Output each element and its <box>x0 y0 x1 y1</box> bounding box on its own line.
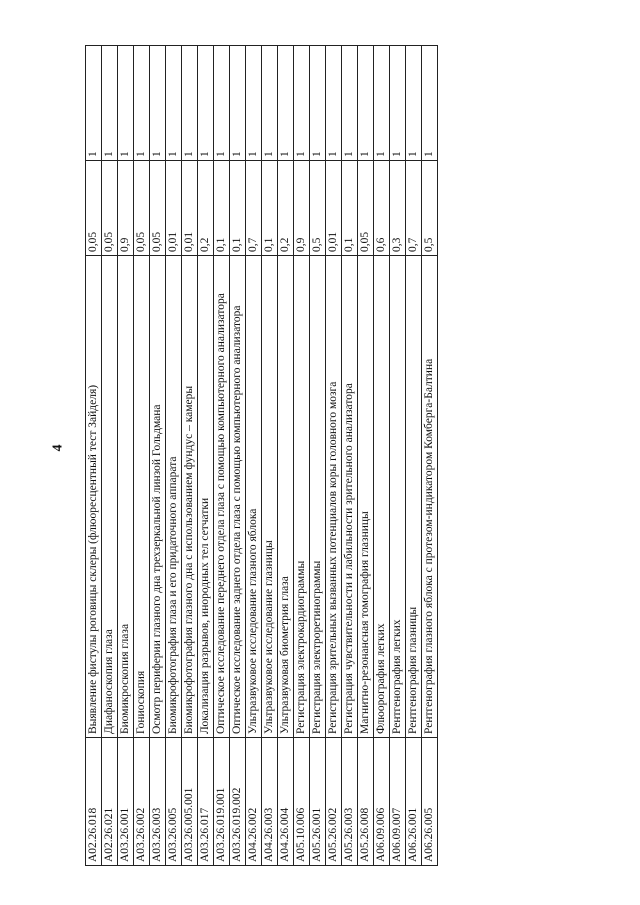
frequency-cell: 0,3 <box>390 161 406 256</box>
multiplicity-cell: 1 <box>374 46 390 161</box>
multiplicity-cell: 1 <box>86 46 102 161</box>
frequency-cell: 0,7 <box>406 161 422 256</box>
service-code-cell: A03.26.003 <box>150 738 166 866</box>
rotated-table-container <box>85 46 600 866</box>
multiplicity-cell: 1 <box>166 46 182 161</box>
service-name-cell: Локализация разрывов, инородных тел сетчатки <box>198 256 214 738</box>
table-row <box>294 46 310 866</box>
table-row <box>182 46 198 866</box>
frequency-cell: 0,05 <box>358 161 374 256</box>
table-row <box>166 46 182 866</box>
service-code-cell: A05.26.003 <box>342 738 358 866</box>
table-row <box>422 46 438 866</box>
service-name-cell: Биомикрофотография глаза и его придаточного аппарата <box>166 256 182 738</box>
table-row <box>278 46 294 866</box>
table-row <box>86 46 102 866</box>
table-row <box>118 46 134 866</box>
service-code-cell: A03.26.001 <box>118 738 134 866</box>
multiplicity-cell: 1 <box>182 46 198 161</box>
service-code-cell: A03.26.017 <box>198 738 214 866</box>
service-name-cell: Регистрация зрительных вызванных потенциалов коры головного мозга <box>326 256 342 738</box>
frequency-cell: 0,2 <box>198 161 214 256</box>
multiplicity-cell: 1 <box>134 46 150 161</box>
services-table <box>85 45 438 866</box>
service-name-cell: Регистрация электроретинограммы <box>310 256 326 738</box>
service-code-cell: A03.26.019.001 <box>214 738 230 866</box>
multiplicity-cell: 1 <box>262 46 278 161</box>
table-row <box>358 46 374 866</box>
multiplicity-cell: 1 <box>422 46 438 161</box>
service-name-cell: Рентгенография глазного яблока с протезом-индикатором Комберга-Балтина <box>422 256 438 738</box>
multiplicity-cell: 1 <box>310 46 326 161</box>
frequency-cell: 0,05 <box>102 161 118 256</box>
service-name-cell: Флюорография легких <box>374 256 390 738</box>
frequency-cell: 0,1 <box>262 161 278 256</box>
multiplicity-cell: 1 <box>246 46 262 161</box>
service-name-cell: Магнитно-резонансная томография глазницы <box>358 256 374 738</box>
multiplicity-cell: 1 <box>294 46 310 161</box>
frequency-cell: 0,01 <box>326 161 342 256</box>
service-code-cell: A03.26.005 <box>166 738 182 866</box>
service-name-cell: Рентгенография легких <box>390 256 406 738</box>
service-name-cell: Выявление фистулы роговицы склеры (флюоресцентный тест Зайделя) <box>86 256 102 738</box>
service-code-cell: A02.26.018 <box>86 738 102 866</box>
service-code-cell: A03.26.019.002 <box>230 738 246 866</box>
frequency-cell: 0,1 <box>230 161 246 256</box>
service-name-cell: Диафаноскопия глаза <box>102 256 118 738</box>
table-row <box>246 46 262 866</box>
multiplicity-cell: 1 <box>358 46 374 161</box>
frequency-cell: 0,5 <box>310 161 326 256</box>
table-row <box>326 46 342 866</box>
service-code-cell: A06.26.001 <box>406 738 422 866</box>
table-row <box>150 46 166 866</box>
frequency-cell: 0,6 <box>374 161 390 256</box>
table-row <box>134 46 150 866</box>
service-name-cell: Ультразвуковая биометрия глаза <box>278 256 294 738</box>
service-name-cell: Регистрация электрокардиограммы <box>294 256 310 738</box>
multiplicity-cell: 1 <box>198 46 214 161</box>
table-row <box>230 46 246 866</box>
service-code-cell: A04.26.002 <box>246 738 262 866</box>
service-name-cell: Оптическое исследование заднего отдела глаза с помощью компьютерного анализатора <box>230 256 246 738</box>
service-code-cell: A04.26.004 <box>278 738 294 866</box>
frequency-cell: 0,01 <box>166 161 182 256</box>
service-name-cell: Регистрация чувствительности и лабильности зрительного анализатора <box>342 256 358 738</box>
frequency-cell: 0,05 <box>86 161 102 256</box>
table-row <box>406 46 422 866</box>
frequency-cell: 0,5 <box>422 161 438 256</box>
frequency-cell: 0,05 <box>150 161 166 256</box>
frequency-cell: 0,9 <box>118 161 134 256</box>
service-name-cell: Оптическое исследование переднего отдела глаза с помощью компьютерного анализатора <box>214 256 230 738</box>
table-row <box>310 46 326 866</box>
service-code-cell: A05.26.008 <box>358 738 374 866</box>
table-row <box>390 46 406 866</box>
service-name-cell: Гониоскопия <box>134 256 150 738</box>
multiplicity-cell: 1 <box>342 46 358 161</box>
frequency-cell: 0,1 <box>214 161 230 256</box>
service-code-cell: A05.26.001 <box>310 738 326 866</box>
table-row <box>102 46 118 866</box>
frequency-cell: 0,9 <box>294 161 310 256</box>
multiplicity-cell: 1 <box>406 46 422 161</box>
frequency-cell: 0,2 <box>278 161 294 256</box>
frequency-cell: 0,1 <box>342 161 358 256</box>
frequency-cell: 0,05 <box>134 161 150 256</box>
table-row <box>214 46 230 866</box>
table-row <box>374 46 390 866</box>
table-row <box>262 46 278 866</box>
service-code-cell: A03.26.005.001 <box>182 738 198 866</box>
service-code-cell: A06.26.005 <box>422 738 438 866</box>
table-row <box>342 46 358 866</box>
service-name-cell: Биомикроскопия глаза <box>118 256 134 738</box>
multiplicity-cell: 1 <box>326 46 342 161</box>
service-code-cell: A04.26.003 <box>262 738 278 866</box>
service-name-cell: Осмотр периферии глазного дна трехзеркальной линзой Гольдмана <box>150 256 166 738</box>
page-number: 4 <box>50 444 66 452</box>
frequency-cell: 0,7 <box>246 161 262 256</box>
multiplicity-cell: 1 <box>230 46 246 161</box>
multiplicity-cell: 1 <box>214 46 230 161</box>
multiplicity-cell: 1 <box>102 46 118 161</box>
frequency-cell: 0,01 <box>182 161 198 256</box>
service-code-cell: A02.26.021 <box>102 738 118 866</box>
service-name-cell: Рентгенография глазницы <box>406 256 422 738</box>
service-code-cell: A05.26.002 <box>326 738 342 866</box>
service-code-cell: A03.26.002 <box>134 738 150 866</box>
service-code-cell: A05.10.006 <box>294 738 310 866</box>
multiplicity-cell: 1 <box>390 46 406 161</box>
service-name-cell: Ультразвуковое исследование глазницы <box>262 256 278 738</box>
multiplicity-cell: 1 <box>278 46 294 161</box>
multiplicity-cell: 1 <box>118 46 134 161</box>
service-code-cell: A06.09.006 <box>374 738 390 866</box>
service-code-cell: A06.09.007 <box>390 738 406 866</box>
service-name-cell: Ультразвуковое исследование глазного яблока <box>246 256 262 738</box>
service-name-cell: Биомикрофотография глазного дна с использованием фундус – камеры <box>182 256 198 738</box>
table-row <box>198 46 214 866</box>
multiplicity-cell: 1 <box>150 46 166 161</box>
